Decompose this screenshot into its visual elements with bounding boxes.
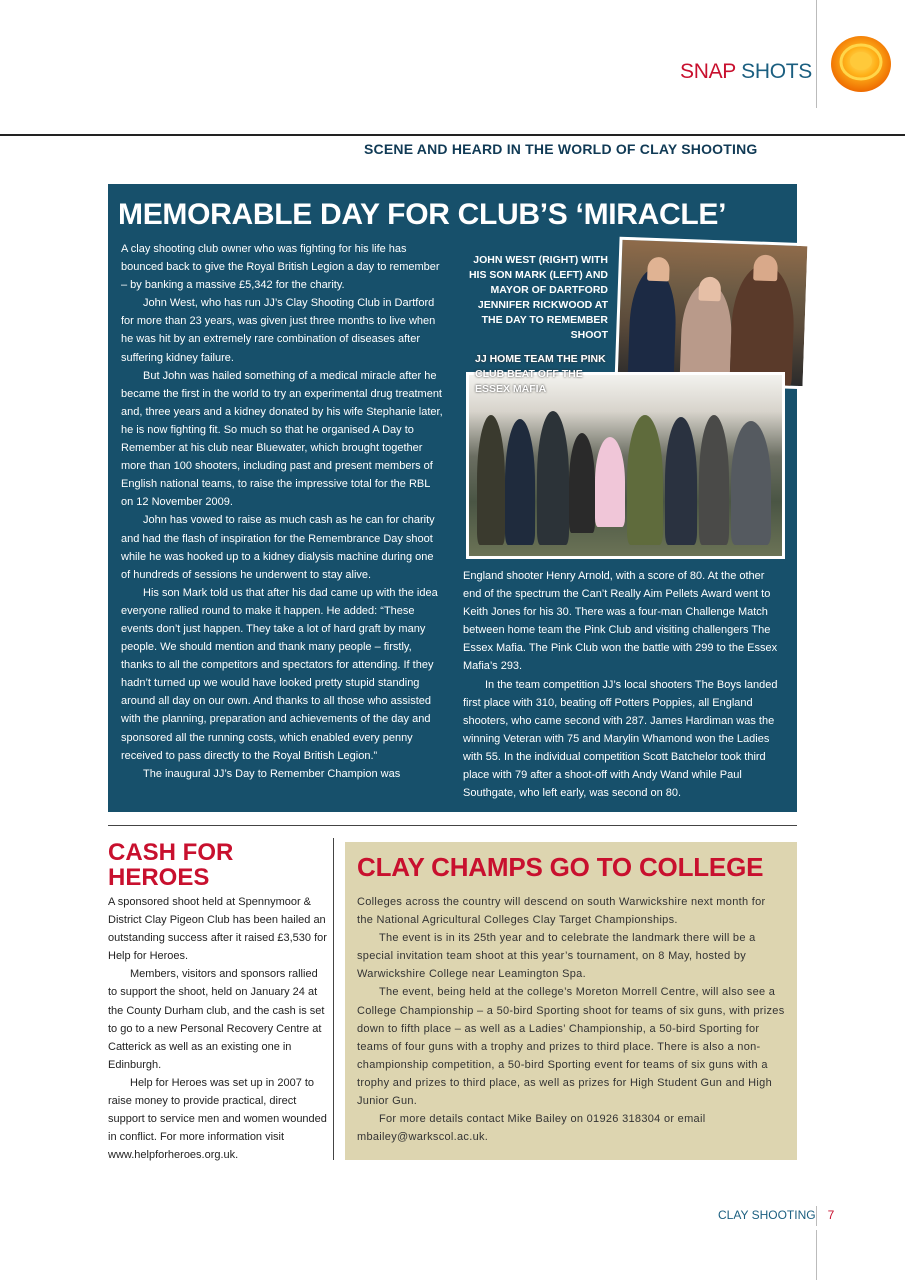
section-title-snap: SNAP	[680, 60, 736, 83]
paragraph: A clay shooting club owner who was fighting for his life has bounced back to give the Royal British Legion a day to remember – by banking a massive £5,342 for the charity.	[121, 243, 440, 292]
paragraph: For more details contact Mike Bailey on 01926 318304 or email mbailey@warkscol.ac.uk.	[357, 1113, 706, 1144]
feature-headline: MEMORABLE DAY FOR CLUB’S ‘MIRACLE’	[118, 198, 727, 231]
college-article-body	[357, 893, 785, 1146]
photo-caption-2: JJ HOME TEAM THE PINK CLUB BEAT OFF THE ESSEX MAFIA	[475, 353, 606, 395]
paragraph: John has vowed to raise as much cash as he can for charity and had the flash of inspiration for the Remembrance Day shoot while he was hooked up to a kidney dialysis machine during one of hundreds of sessions he underwent to stay alive.	[121, 514, 435, 581]
paragraph: Help for Heroes was set up in 2007 to raise money to provide practical, direct support to service men and women wounded in conflict. For more information visit www.helpforheroes.org.uk.	[108, 1076, 327, 1162]
clay-target-logo-icon	[829, 34, 893, 94]
section-subheading: SCENE AND HEARD IN THE WORLD OF CLAY SHOOTING	[364, 141, 758, 157]
page-footer	[718, 1208, 834, 1222]
photo-john-west-mayor	[615, 237, 811, 390]
paragraph: John West, who has run JJ’s Clay Shooting Club in Dartford for more than 23 years, was given just three months to live when he was hit by an extremely rare combination of diseases after suffering kidney failure.	[121, 297, 436, 364]
cash-article-body	[108, 893, 328, 1164]
paragraph: The event is in its 25th year and to celebrate the landmark there will be a special invitation team shoot at this year’s tournament, on 8 May, hosted by Warwickshire College near Leamington Spa.	[357, 932, 756, 981]
column-divider	[333, 838, 334, 1160]
cash-headline: CASH FOR HEROES	[108, 839, 234, 891]
feature-right-column	[463, 567, 785, 802]
page-number: 7	[827, 1208, 835, 1222]
photo-caption-1: JOHN WEST (RIGHT) WITH HIS SON MARK (LEFT) AND MAYOR OF DARTFORD JENNIFER RICKWOOD AT THE DAY TO REMEMBER SHOOT	[468, 254, 608, 341]
paragraph: Members, visitors and sponsors rallied to support the shoot, held on January 24 at the County Durham club, and the cash is set to go to a new Personal Recovery Centre at Catterick as well as an existing one in Edinburgh.	[108, 968, 325, 1071]
paragraph: In the team competition JJ’s local shooters The Boys landed first place with 310, beating off Potters Poppies, all England shooters, who came second with 287. James Hardiman was the winning Veteran with 75 and Marylin Whamond won the Ladies with 55. In the individual competition Scott Batchelor took third place with 79 after a shoot-off with Andy Wand while Paul Southgate, who left early, was second on 80.	[463, 678, 778, 800]
paragraph: A sponsored shoot held at Spennymoor & District Clay Pigeon Club has been hailed an outstanding success after it raised £3,530 for Help for Heroes.	[108, 896, 327, 963]
section-title	[680, 60, 812, 84]
college-headline: CLAY CHAMPS GO TO COLLEGE	[357, 852, 764, 882]
paragraph: But John was hailed something of a medical miracle after he became the first in the world to try an experimental drug treatment and, three years and a kidney donated by his wife Stephanie later, he is now fighting fit. So much so that he organised A Day to Remember at his club near Bluewater, which brought together more than 100 shooters, including past and present members of English national teams, to raise the impressive total for the RBL on 12 November 2009.	[121, 369, 443, 509]
paragraph: Colleges across the country will descend on south Warwickshire next month for the National Agricultural Colleges Clay Target Championships.	[357, 896, 766, 927]
paragraph: England shooter Henry Arnold, with a score of 80. At the other end of the spectrum the Can’t Really Aim Pellets Award went to Keith Jones for his 30. There was a four-man Challenge Match between home team the Pink Club and visiting challengers The Essex Mafia. The Pink Club won the battle with 299 to the Essex Mafia’s 293.	[463, 570, 778, 673]
paragraph: The event, being held at the college’s Moreton Morrell Centre, will also see a College Championship – a 50-bird Sporting shoot for teams of six guns, with prizes down to fifth place – as well as a Ladies’ Championship, a 50-bird Sporting for teams of four guns with a trophy and prizes to third place. There is also a non-championship competition, a 50-bird Sporting event for teams of six guns with a trophy and prizes to third place, as well as prizes for High Student Gun and High Junior Gun.	[357, 986, 785, 1108]
paragraph: His son Mark told us that after his dad came up with the idea everyone rallied round to make it happen. He added: “These events don’t just happen. They take a lot of hard graft by many people. We should mention and thank many people – firstly, thanks to all the competitors and spectators for attending. If they hadn’t turned up we would have looked pretty stupid standing around all day on our own. And thanks to all those who assisted with the planning, preparation and achievements of the day and sponsored all the running costs, which enabled every penny received to pass directly to the Royal British Legion.”	[121, 586, 438, 762]
section-title-shots: SHOTS	[741, 60, 812, 83]
feature-left-column	[121, 240, 443, 783]
header-rule	[0, 134, 905, 136]
publication-name: CLAY SHOOTING	[718, 1208, 816, 1222]
section-divider	[108, 825, 797, 826]
photo-pink-club-team	[466, 372, 785, 559]
paragraph: The inaugural JJ’s Day to Remember Champion was	[143, 767, 401, 780]
